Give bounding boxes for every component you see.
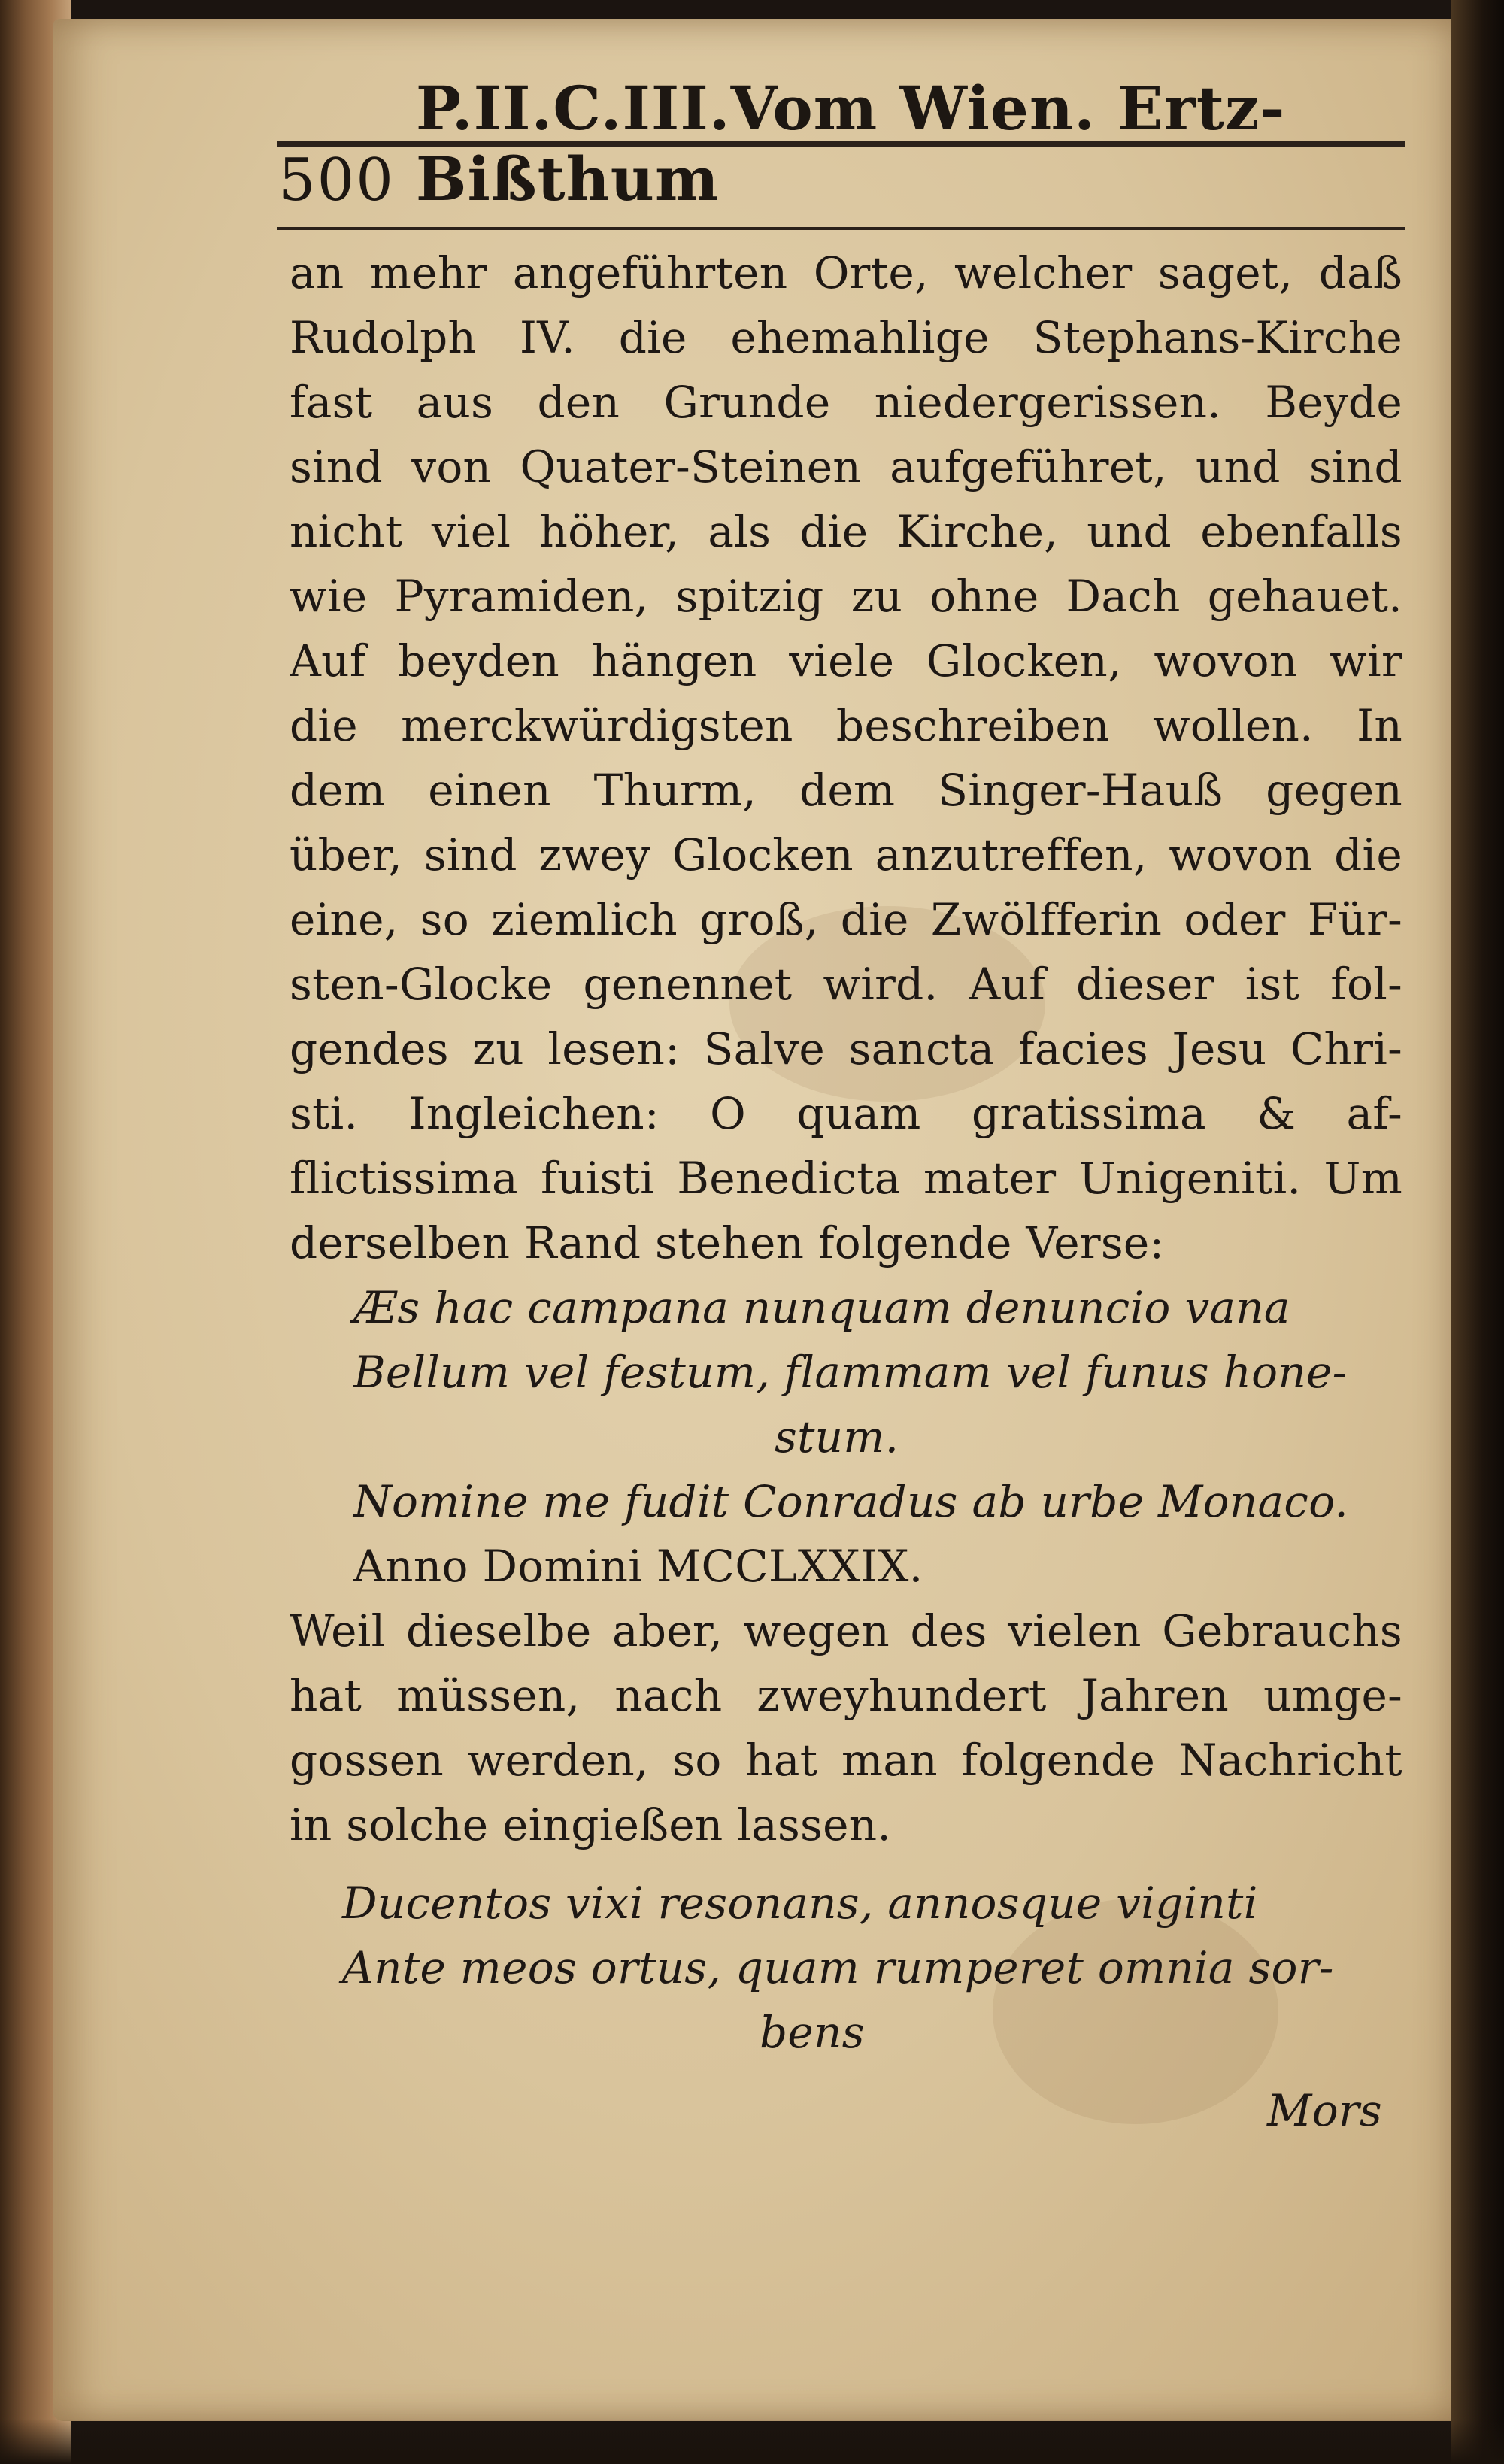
running-head: P.II.C.III.Vom Wien. Ertz-Bißthum bbox=[415, 73, 1286, 214]
text-line: Weil dieselbe aber, wegen des vielen Gebrauchs bbox=[290, 1605, 1402, 1656]
text-line: in solche eingießen lassen. bbox=[290, 1799, 892, 1850]
page-body bbox=[290, 241, 1402, 2143]
book-edge-right bbox=[1451, 0, 1504, 2464]
text-line: Auf beyden hängen viele Glocken, wovon wir bbox=[290, 635, 1402, 686]
spacer bbox=[290, 2065, 1402, 2078]
text-line: nicht viel höher, als die Kirche, und ebenfalls bbox=[290, 506, 1402, 557]
text-line: eine, so ziemlich groß, die Zwölfferin oder Für- bbox=[290, 894, 1402, 945]
text-line: fast aus den Grunde niedergerissen. Beyde bbox=[290, 377, 1402, 428]
book-edge-bottom bbox=[0, 2419, 1504, 2464]
text-line: gendes zu lesen: Salve sancta facies Jesu Chri- bbox=[290, 1023, 1402, 1074]
text-line: sti. Ingleichen: O quam gratissima & af- bbox=[290, 1088, 1402, 1139]
text-line: dem einen Thurm, dem Singer-Hauß gegen bbox=[290, 765, 1402, 816]
verse-line: Ante meos ortus, quam rumperet omnia sor- bbox=[342, 1942, 1334, 1993]
page-number: 500 bbox=[278, 147, 395, 214]
verse-line: Æs hac campana nunquam denuncio vana bbox=[353, 1282, 1290, 1333]
text-line: über, sind zwey Glocken anzutreffen, wovon die bbox=[290, 829, 1402, 880]
text-line: gossen werden, so hat man folgende Nachricht bbox=[290, 1735, 1402, 1786]
verse-line: stum. bbox=[775, 1411, 899, 1462]
text-line: Rudolph IV. die ehemahlige Stephans-Kirche bbox=[290, 312, 1402, 363]
text-line: sind von Quater-Steinen aufgeführet, und sind bbox=[290, 441, 1402, 492]
verse-line: Ducentos vixi resonans, annosque viginti bbox=[342, 1878, 1258, 1929]
spacer bbox=[290, 1857, 1402, 1871]
verse-line: Nomine me fudit Conradus ab urbe Monaco. bbox=[353, 1476, 1349, 1527]
text-line: die merckwürdigsten beschreiben wollen. In bbox=[290, 700, 1402, 751]
catchword: Mors bbox=[1267, 2085, 1382, 2136]
verse-line: Anno Domini MCCLXXIX. bbox=[353, 1541, 923, 1592]
text-line: sten-Glocke genennet wird. Auf dieser ist fol- bbox=[290, 959, 1402, 1010]
page-header bbox=[278, 73, 1406, 214]
text-line: derselben Rand stehen folgende Verse: bbox=[290, 1217, 1165, 1268]
verse-line: Bellum vel festum, flammam vel funus hone- bbox=[353, 1347, 1348, 1398]
text-line: flictissima fuisti Benedicta mater Unigeniti. Um bbox=[290, 1153, 1402, 1204]
text-line: wie Pyramiden, spitzig zu ohne Dach gehauet. bbox=[290, 571, 1402, 622]
text-line: hat müssen, nach zweyhundert Jahren umge- bbox=[290, 1670, 1402, 1721]
text-line: an mehr angeführten Orte, welcher saget, daß bbox=[290, 247, 1402, 299]
header-rule-bottom bbox=[277, 227, 1405, 230]
verse-line: bens bbox=[760, 2007, 865, 2058]
